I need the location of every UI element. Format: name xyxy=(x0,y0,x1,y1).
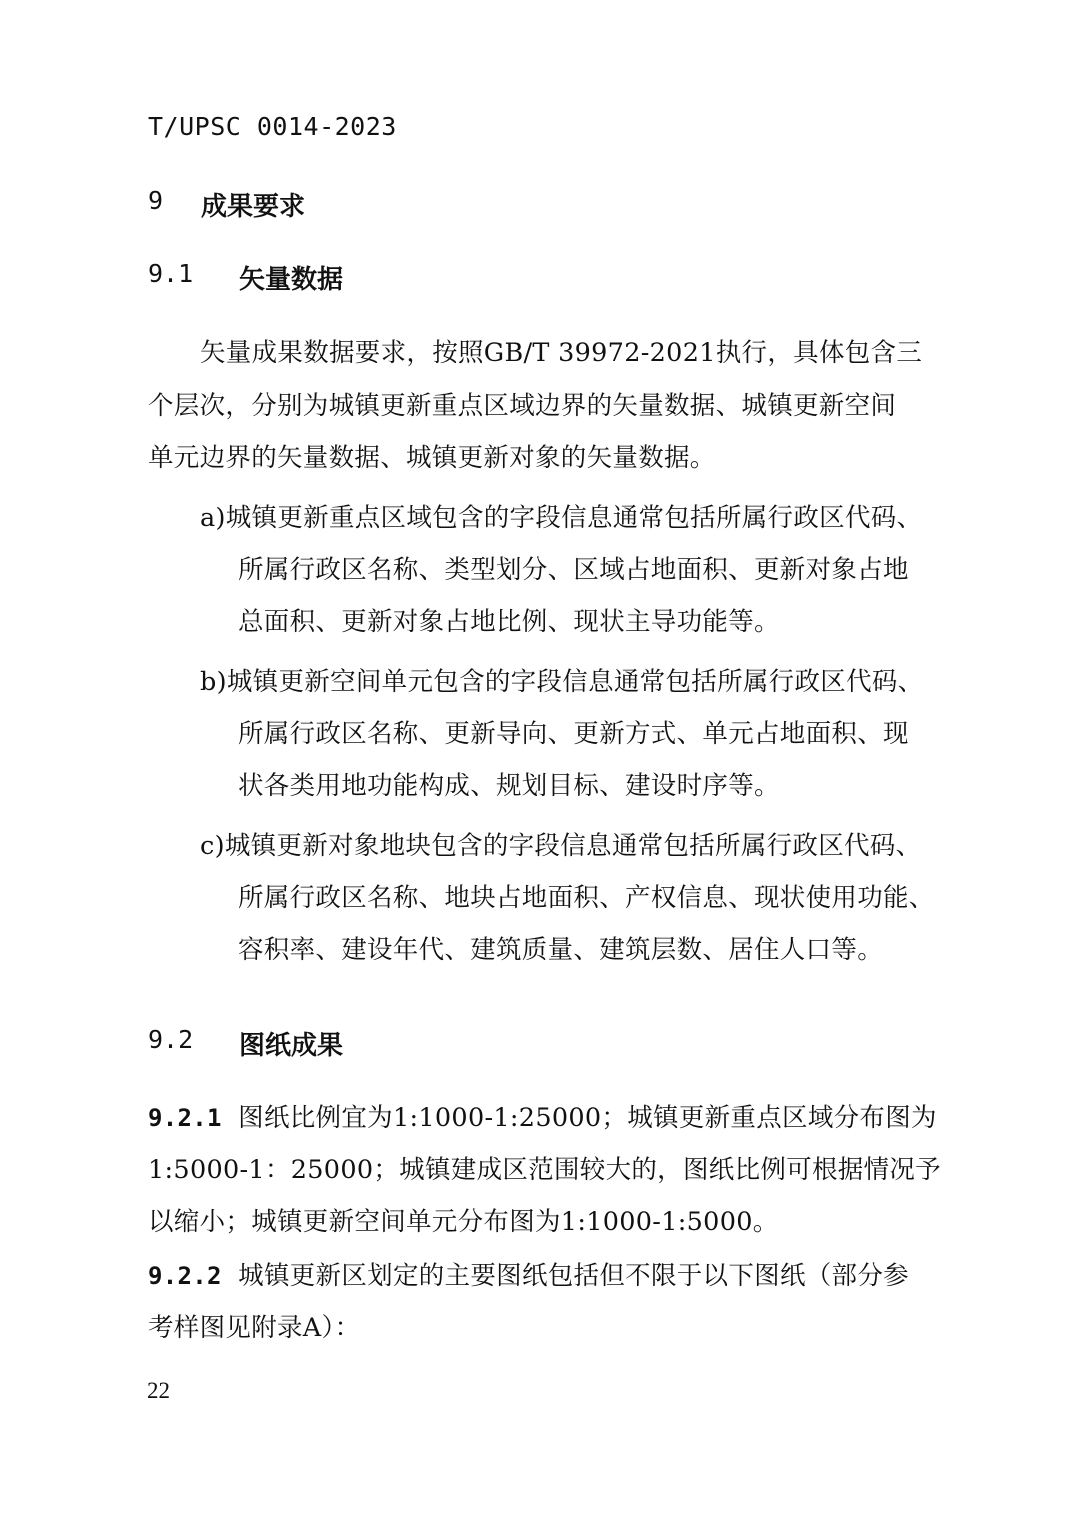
section-9-1-heading xyxy=(148,259,448,295)
paragraph-line: 单元边界的矢量数据、城镇更新对象的矢量数据。 xyxy=(148,443,716,473)
section-title: 图纸成果 xyxy=(239,1031,344,1061)
list-item-line: 总面积、更新对象占地比例、现状主导功能等。 xyxy=(238,607,780,637)
clause-9-2-2-first-line xyxy=(148,1256,909,1292)
section-number: 9 xyxy=(148,186,164,215)
paragraph-line: 个层次，分别为城镇更新重点区域边界的矢量数据、城镇更新空间 xyxy=(148,391,897,421)
list-item-line: 状各类用地功能构成、规划目标、建设时序等。 xyxy=(238,771,780,801)
list-item-line: 容积率、建设年代、建筑质量、建筑层数、居住人口等。 xyxy=(238,935,884,965)
section-9-heading xyxy=(148,186,306,222)
section-title: 成果要求 xyxy=(201,192,306,222)
section-9-2-heading xyxy=(148,1025,448,1061)
section-number: 9.2 xyxy=(148,1025,194,1054)
clause-text: 城镇更新区划定的主要图纸包括但不限于以下图纸（部分参 xyxy=(238,1261,909,1291)
list-item-line: 所属行政区名称、地块占地面积、产权信息、现状使用功能、 xyxy=(238,883,935,913)
section-number: 9.1 xyxy=(148,259,194,288)
paragraph-line: 矢量成果数据要求，按照GB/T 39972-2021执行，具体包含三 xyxy=(200,338,923,368)
paragraph-line: 以缩小；城镇更新空间单元分布图为1:1000-1:5000。 xyxy=(148,1207,779,1237)
clause-number: 9.2.2 xyxy=(148,1262,222,1290)
paragraph-line: 1:5000-1：25000；城镇建成区范围较大的，图纸比例可根据情况予 xyxy=(148,1155,941,1185)
clause-text: 图纸比例宜为1:1000-1:25000；城镇更新重点区域分布图为 xyxy=(238,1103,937,1133)
clause-number: 9.2.1 xyxy=(148,1104,222,1132)
section-title: 矢量数据 xyxy=(239,265,344,295)
clause-9-2-1-first-line xyxy=(148,1098,937,1134)
standard-code: T/UPSC 0014-2023 xyxy=(148,112,397,141)
paragraph-line: 考样图见附录A）： xyxy=(148,1313,361,1343)
list-item-line: 所属行政区名称、更新导向、更新方式、单元占地面积、现 xyxy=(238,719,909,749)
list-item-line: b)城镇更新空间单元包含的字段信息通常包括所属行政区代码、 xyxy=(200,667,924,697)
list-item-line: a)城镇更新重点区域包含的字段信息通常包括所属行政区代码、 xyxy=(200,503,923,533)
page-number: 22 xyxy=(147,1378,170,1403)
list-item-line: c)城镇更新对象地块包含的字段信息通常包括所属行政区代码、 xyxy=(200,831,922,861)
list-item-line: 所属行政区名称、类型划分、区域占地面积、更新对象占地 xyxy=(238,555,909,585)
